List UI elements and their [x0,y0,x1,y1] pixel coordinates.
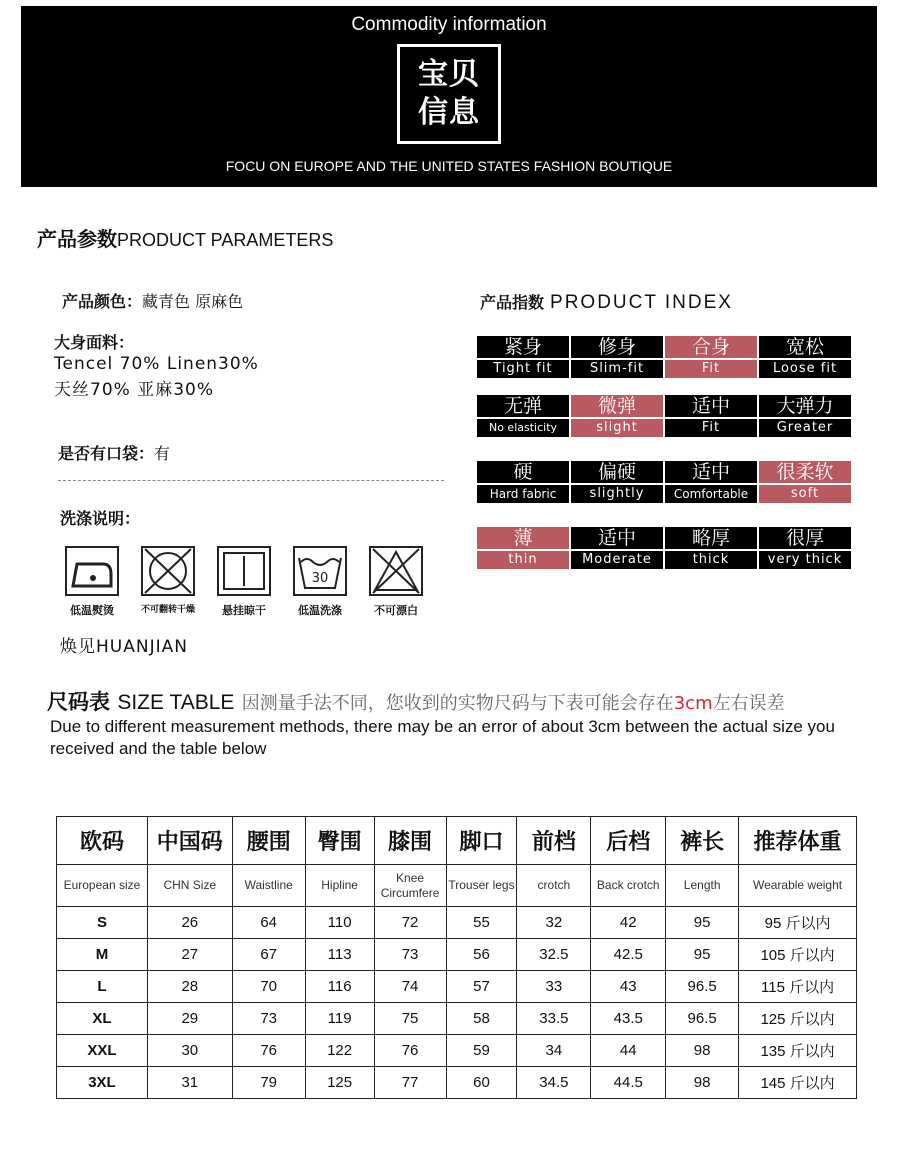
index-cell-selected: 合身 Fit [665,336,757,378]
no-bleach-icon [367,544,425,598]
table-header-cell: 膝围 [374,817,446,865]
index-cell: 紧身 Tight fit [477,336,569,378]
table-cell: 145 斤以内 [739,1067,857,1099]
size-note-zh: 因测量手法不同，您收到的实物尺码与下表可能会存在3cm左右误差 [241,693,785,714]
table-cell: 98 [666,1035,739,1067]
table-cell: 75 [374,1003,446,1035]
table-cell: 76 [232,1035,305,1067]
table-cell: 43 [591,971,666,1003]
table-header-cell: 推荐体重 [739,817,857,865]
table-header-cell: 欧码 [57,817,148,865]
table-header-cell: Waistline [232,865,305,907]
table-cell: 110 [305,907,374,939]
table-cell: 73 [232,1003,305,1035]
table-header-cell: Trouser legs [446,865,517,907]
table-cell: 42 [591,907,666,939]
pocket-value: 有 [154,444,171,463]
index-cell: 适中 Comfortable [665,461,757,503]
table-header-cell: 裤长 [666,817,739,865]
table-cell: 42.5 [591,939,666,971]
table-header-en [57,865,857,907]
table-cell: 43.5 [591,1003,666,1035]
table-cell: 125 斤以内 [739,1003,857,1035]
table-cell: 96.5 [666,971,739,1003]
header-banner [21,6,877,187]
size-title-en: SIZE TABLE [117,691,235,714]
table-cell: 44 [591,1035,666,1067]
index-row-thickness [477,527,851,569]
params-title-zh: 产品参数 [37,227,117,251]
table-cell: 135 斤以内 [739,1035,857,1067]
size-table [56,816,857,1099]
table-row [57,971,857,1003]
table-cell: 27 [147,939,232,971]
table-cell: XXL [57,1035,148,1067]
wash-caption: 不可漂白 [374,604,418,617]
index-row-elasticity [477,395,851,437]
wash-caption: 低温熨烫 [70,604,114,617]
table-cell: 113 [305,939,374,971]
color-label: 产品颜色： [62,292,143,311]
table-header-cell: CHN Size [147,865,232,907]
table-header-cell: Length [666,865,739,907]
table-row [57,1067,857,1099]
params-title [37,223,333,252]
table-header-cell: Back crotch [591,865,666,907]
table-cell: 60 [446,1067,517,1099]
table-cell: 32.5 [517,939,591,971]
table-cell: 73 [374,939,446,971]
table-row [57,1003,857,1035]
table-cell: 95 [666,907,739,939]
table-header-cell: Hipline [305,865,374,907]
table-cell: 58 [446,1003,517,1035]
table-row [57,939,857,971]
table-cell: 57 [446,971,517,1003]
color-row [62,289,243,312]
table-header-cell: 前档 [517,817,591,865]
table-cell: 115 斤以内 [739,971,857,1003]
wash-item [132,544,204,615]
wash-item [284,544,356,618]
fabric-value-zh: 天丝70% 亚麻30% [54,380,214,400]
badge-line-1: 宝贝 [418,57,480,92]
table-header-cell: 脚口 [446,817,517,865]
table-cell: 33 [517,971,591,1003]
wash-30-icon [291,544,349,598]
table-cell: 95 斤以内 [739,907,857,939]
table-cell: 74 [374,971,446,1003]
table-cell: 29 [147,1003,232,1035]
index-cell: 大弹力 Greater [759,395,851,437]
table-cell: S [57,907,148,939]
wash-caption: 低温洗涤 [298,604,342,617]
table-header-cell: crotch [517,865,591,907]
table-cell: 44.5 [591,1067,666,1099]
index-cell-selected: 微弹 slight [571,395,663,437]
table-header-zh [57,817,857,865]
table-cell: 76 [374,1035,446,1067]
table-cell: 64 [232,907,305,939]
wash-item [56,544,128,618]
size-title-zh: 尺码表 [47,690,110,714]
brand-name: 焕见HUANJIAN [60,637,188,657]
color-value: 藏青色 原麻色 [142,292,244,311]
params-title-en: PRODUCT PARAMETERS [117,230,334,250]
wash-item [360,544,432,618]
table-cell: 33.5 [517,1003,591,1035]
table-header-cell: Wearable weight [739,865,857,907]
table-cell: 28 [147,971,232,1003]
table-header-cell: Knee Circumfere [374,865,446,907]
index-title [480,290,733,314]
divider [58,480,444,481]
index-cell: 硬 Hard fabric [477,461,569,503]
table-cell: 122 [305,1035,374,1067]
table-cell: 30 [147,1035,232,1067]
table-cell: 70 [232,971,305,1003]
banner-bottom-text: FOCU ON EUROPE AND THE UNITED STATES FASHION BOUTIQUE [225,158,673,174]
size-note-en: Due to different measurement methods, there may be an error of about 3cm between the actual size you received and the table below [50,717,835,758]
table-cell: 125 [305,1067,374,1099]
index-cell: 宽松 Loose fit [759,336,851,378]
index-row-softness [477,461,851,503]
table-cell: 55 [446,907,517,939]
table-cell: L [57,971,148,1003]
index-cell: 无弹 No elasticity [477,395,569,437]
size-table-title [47,686,785,716]
table-header-cell: European size [57,865,148,907]
wash-caption: 悬挂晾干 [222,604,266,617]
table-cell: 79 [232,1067,305,1099]
index-cell: 修身 Slim-fit [571,336,663,378]
table-cell: 34.5 [517,1067,591,1099]
index-title-en: PRODUCT INDEX [550,292,733,313]
index-row-fit [477,336,851,378]
table-cell: 77 [374,1067,446,1099]
index-cell: 适中 Fit [665,395,757,437]
table-cell: 59 [446,1035,517,1067]
fabric-value-en: Tencel 70% Linen30% [54,354,259,374]
table-cell: 96.5 [666,1003,739,1035]
svg-text:30: 30 [311,571,329,586]
hang-dry-icon [215,544,273,598]
table-header-cell: 臀围 [305,817,374,865]
table-cell: 119 [305,1003,374,1035]
table-row [57,907,857,939]
table-cell: 95 [666,939,739,971]
index-cell: 偏硬 slightly [571,461,663,503]
fabric-label: 大身面料： [54,333,135,352]
banner-badge [397,44,501,144]
table-cell: 67 [232,939,305,971]
table-cell: 31 [147,1067,232,1099]
badge-line-2: 信息 [418,95,480,130]
banner-top-text: Commodity information [351,14,547,35]
table-cell: 3XL [57,1067,148,1099]
table-cell: 26 [147,907,232,939]
table-cell: 98 [666,1067,739,1099]
wash-caption: 不可翻转干燥 [140,605,195,615]
pocket-label: 是否有口袋： [58,444,155,463]
index-cell: 适中 Moderate [571,527,663,569]
wash-icons [56,544,436,624]
table-cell: XL [57,1003,148,1035]
table-cell: 56 [446,939,517,971]
table-cell: M [57,939,148,971]
table-cell: 116 [305,971,374,1003]
table-cell: 72 [374,907,446,939]
wash-label: 洗涤说明： [60,509,141,528]
index-cell-selected: 很柔软 soft [759,461,851,503]
table-cell: 105 斤以内 [739,939,857,971]
no-tumble-dry-icon [139,544,197,598]
table-cell: 32 [517,907,591,939]
table-row [57,1035,857,1067]
index-cell: 很厚 very thick [759,527,851,569]
index-cell-selected: 薄 thin [477,527,569,569]
table-header-cell: 后档 [591,817,666,865]
index-title-zh: 产品指数 [480,293,545,312]
pocket-row [58,441,170,464]
index-cell: 略厚 thick [665,527,757,569]
wash-item [208,544,280,618]
table-header-cell: 腰围 [232,817,305,865]
table-cell: 34 [517,1035,591,1067]
iron-low-icon [63,544,121,598]
table-header-cell: 中国码 [147,817,232,865]
